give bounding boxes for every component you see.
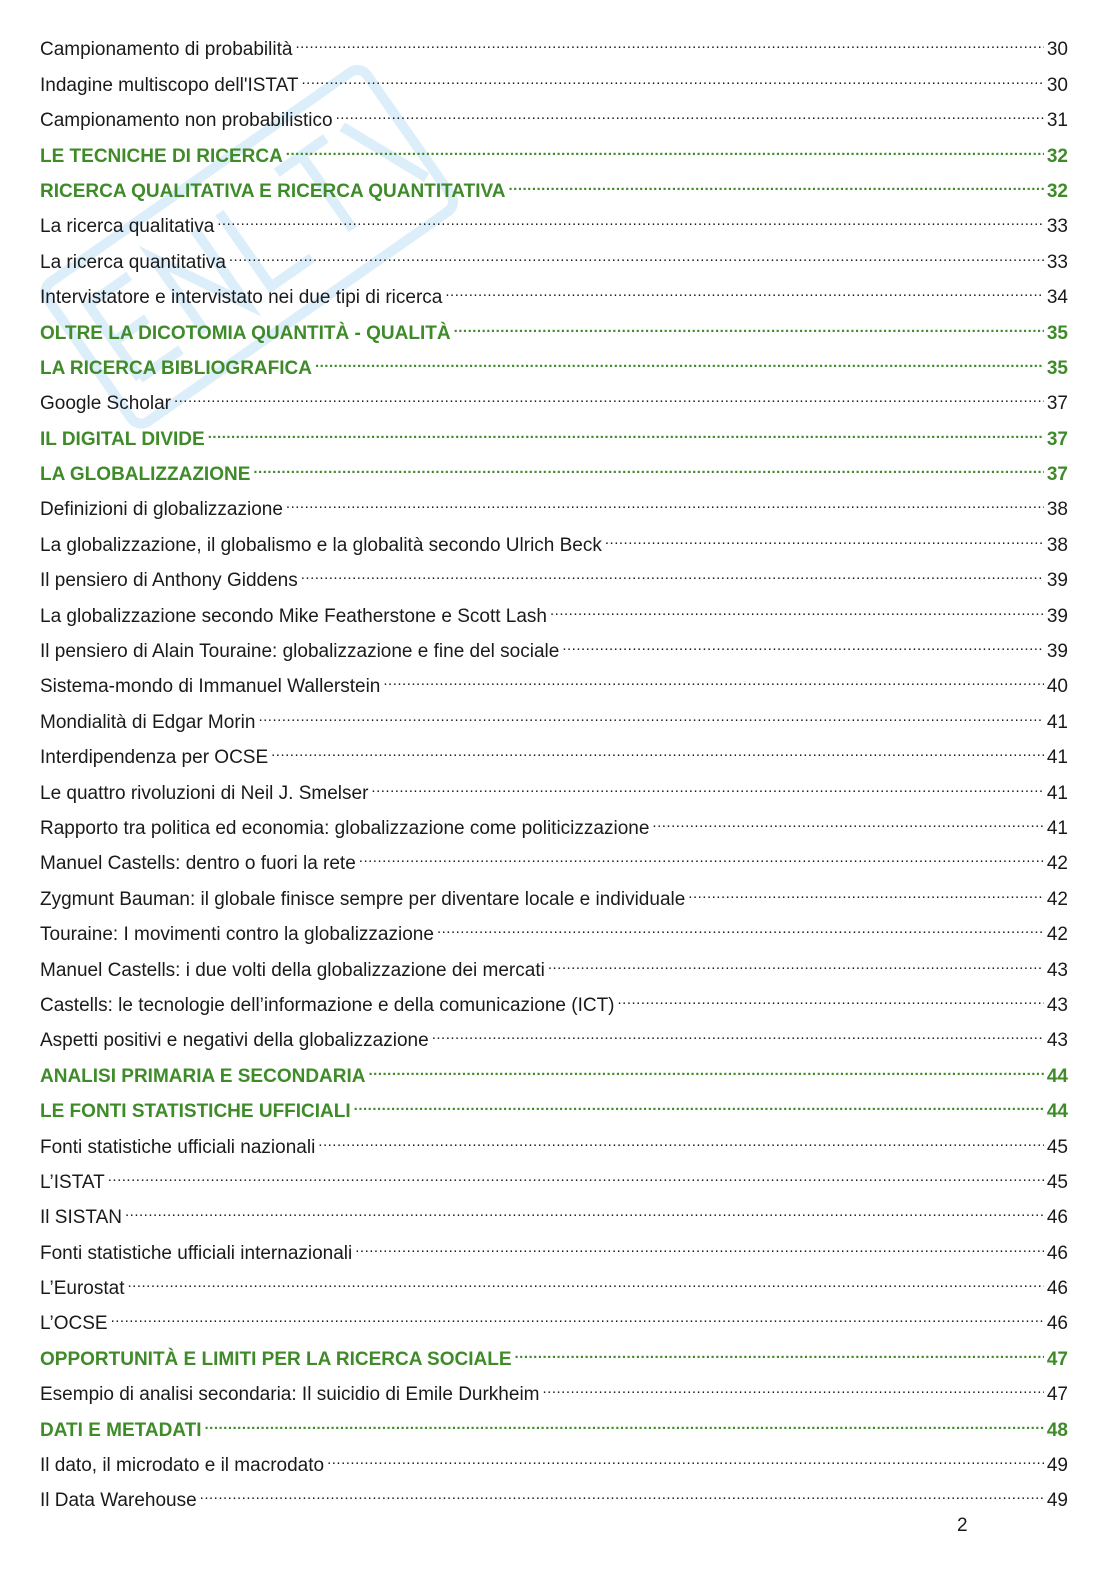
toc-entry-page: 37 [1046,428,1068,450]
toc-entry-page: 41 [1046,782,1068,804]
toc-dot-leader [318,1117,1044,1152]
toc-entry-title: Sistema-mondo di Immanuel Wallerstein [40,676,381,698]
toc-entry-title: DATI E METADATI [40,1419,202,1441]
toc-dot-leader [432,1011,1044,1046]
toc-entry-title: Fonti statistiche ufficiali internazionali [40,1242,353,1264]
toc-dot-leader [295,20,1043,55]
toc-entry-title: Fonti statistiche ufficiali nazionali [40,1136,316,1158]
toc-entry[interactable] [40,1188,1068,1229]
toc-entry-title: LA RICERCA BIBLIOGRAFICA [40,357,312,379]
toc-entry-page: 32 [1046,145,1068,167]
toc-dot-leader [508,162,1043,197]
toc-entry-page: 42 [1046,888,1068,910]
table-of-contents [40,20,1068,1512]
toc-dot-leader [302,55,1044,90]
toc-entry-title: Manuel Castells: dentro o fuori la rete [40,853,356,875]
toc-entry-title: Definizioni di globalizzazione [40,499,283,521]
toc-entry-title: Indagine multiscopo dell'ISTAT [40,74,299,96]
toc-entry-title: Campionamento non probabilistico [40,110,333,132]
toc-entry-title: Esempio di analisi secondaria: Il suicidio di Emile Durkheim [40,1384,540,1406]
toc-entry-title: Le quattro rivoluzioni di Neil J. Smelser [40,782,369,804]
toc-dot-leader [327,1436,1044,1471]
toc-entry-page: 35 [1046,357,1068,379]
toc-entry-page: 30 [1046,39,1068,61]
toc-entry-page: 46 [1046,1313,1068,1335]
toc-dot-leader [315,339,1044,374]
toc-entry-title: Campionamento di probabilità [40,39,293,61]
toc-entry-page: 39 [1046,570,1068,592]
toc-entry-page: 37 [1046,393,1068,415]
toc-dot-leader [437,905,1044,940]
toc-dot-leader [174,374,1044,409]
toc-entry-title: LE FONTI STATISTICHE UFFICIALI [40,1101,351,1123]
toc-entry-title: LA GLOBALIZZAZIONE [40,464,251,486]
toc-entry-page: 46 [1046,1242,1068,1264]
toc-entry-page: 41 [1046,747,1068,769]
toc-entry-title: L’OCSE [40,1313,108,1335]
toc-entry-page: 47 [1046,1384,1068,1406]
toc-entry-title: L’Eurostat [40,1278,125,1300]
toc-entry-page: 39 [1046,605,1068,627]
toc-dot-leader [454,303,1044,338]
toc-entry-page: 35 [1046,322,1068,344]
toc-entry-title: Il Data Warehouse [40,1490,197,1512]
toc-dot-leader [217,197,1044,232]
toc-dot-leader [354,1082,1044,1117]
toc-dot-leader [286,480,1044,515]
toc-dot-leader [229,232,1044,267]
toc-dot-leader [548,940,1044,975]
toc-entry-page: 38 [1046,534,1068,556]
toc-entry-page: 46 [1046,1278,1068,1300]
toc-dot-leader [336,91,1044,126]
toc-entry-page: 49 [1046,1490,1068,1512]
toc-dot-leader [253,445,1043,480]
toc-entry[interactable] [40,1223,1068,1264]
toc-dot-leader [368,1046,1043,1081]
toc-entry-page: 42 [1046,853,1068,875]
toc-entry-page: 31 [1046,110,1068,132]
toc-entry-page: 32 [1046,180,1068,202]
toc-entry-title: LE TECNICHE DI RICERCA [40,145,283,167]
toc-dot-leader [359,834,1044,869]
toc-dot-leader [543,1365,1044,1400]
toc-entry-page: 49 [1046,1455,1068,1477]
toc-entry-title: Manuel Castells: i due volti della globalizzazione dei mercati [40,959,545,981]
toc-entry[interactable] [40,1259,1068,1300]
toc-heading-entry[interactable] [40,409,1068,450]
toc-dot-leader [550,586,1044,621]
toc-entry-title: Aspetti positivi e negativi della globalizzazione [40,1030,429,1052]
toc-dot-leader [355,1223,1044,1258]
toc-entry-title: OPPORTUNITÀ E LIMITI PER LA RICERCA SOCIALE [40,1348,512,1370]
toc-entry-title: Touraine: I movimenti contro la globalizzazione [40,924,434,946]
toc-entry-title: Zygmunt Bauman: il globale finisce sempre per diventare locale e individuale [40,888,686,910]
toc-entry-page: 33 [1046,251,1068,273]
toc-entry-page: 44 [1046,1101,1068,1123]
toc-entry-title: Interdipendenza per OCSE [40,747,269,769]
toc-dot-leader [605,515,1044,550]
toc-entry-title: La ricerca qualitativa [40,216,215,238]
toc-entry-page: 45 [1046,1136,1068,1158]
toc-entry-page: 38 [1046,499,1068,521]
toc-entry-title: Google Scholar [40,393,171,415]
toc-dot-leader [271,728,1044,763]
toc-entry-page: 37 [1046,464,1068,486]
toc-dot-leader [125,1188,1044,1223]
toc-entry-title: Intervistatore e intervistato nei due tipi di ricerca [40,287,443,309]
toc-dot-leader [515,1329,1044,1364]
toc-dot-leader [562,622,1044,657]
toc-entry-page: 48 [1046,1419,1068,1441]
toc-dot-leader [111,1294,1044,1329]
toc-entry-title: Il SISTAN [40,1207,122,1229]
toc-entry-title: La globalizzazione, il globalismo e la globalità secondo Ulrich Beck [40,534,602,556]
toc-dot-leader [286,126,1044,161]
toc-entry-title: Rapporto tra politica ed economia: globalizzazione come politicizzazione [40,817,650,839]
toc-entry-title: IL DIGITAL DIVIDE [40,428,205,450]
toc-entry-title: Il pensiero di Anthony Giddens [40,570,298,592]
toc-dot-leader [688,869,1044,904]
toc-dot-leader [445,268,1044,303]
toc-entry-title: La globalizzazione secondo Mike Featherstone e Scott Lash [40,605,547,627]
toc-entry-title: L’ISTAT [40,1171,105,1193]
toc-dot-leader [618,976,1044,1011]
toc-entry[interactable] [40,374,1068,415]
toc-entry-title: Mondialità di Edgar Morin [40,711,256,733]
toc-entry-page: 33 [1046,216,1068,238]
toc-dot-leader [371,763,1043,798]
toc-dot-leader [652,799,1043,834]
toc-entry-page: 45 [1046,1171,1068,1193]
toc-dot-leader [128,1259,1044,1294]
toc-entry-page: 43 [1046,1030,1068,1052]
toc-entry-title: Il pensiero di Alain Touraine: globalizzazione e fine del sociale [40,641,560,663]
toc-entry-page: 42 [1046,924,1068,946]
toc-entry-page: 34 [1046,287,1068,309]
toc-entry-title: La ricerca quantitativa [40,251,226,273]
toc-dot-leader [208,409,1044,444]
toc-entry-page: 43 [1046,994,1068,1016]
toc-entry-title: Il dato, il microdato e il macrodato [40,1455,325,1477]
toc-entry-page: 30 [1046,74,1068,96]
toc-dot-leader [108,1153,1044,1188]
toc-entry-page: 43 [1046,959,1068,981]
toc-entry-page: 44 [1046,1065,1068,1087]
toc-dot-leader [204,1400,1043,1435]
page-number: 2 [957,1515,968,1536]
toc-heading-entry[interactable] [40,1329,1068,1370]
toc-entry-page: 40 [1046,676,1068,698]
toc-entry-title: Castells: le tecnologie dell’informazione e della comunicazione (ICT) [40,994,615,1016]
toc-entry-page: 47 [1046,1348,1068,1370]
toc-dot-leader [301,551,1044,586]
toc-entry[interactable] [40,20,1068,61]
toc-entry-title: RICERCA QUALITATIVA E RICERCA QUANTITATIVA [40,180,506,202]
toc-entry-title: OLTRE LA DICOTOMIA QUANTITÀ - QUALITÀ [40,322,451,344]
toc-entry-page: 41 [1046,711,1068,733]
toc-entry-page: 39 [1046,641,1068,663]
toc-dot-leader [258,692,1043,727]
toc-dot-leader [383,657,1043,692]
toc-entry-title: ANALISI PRIMARIA E SECONDARIA [40,1065,366,1087]
toc-entry[interactable] [40,1294,1068,1335]
toc-dot-leader [200,1471,1044,1506]
toc-entry[interactable] [40,1153,1068,1193]
toc-entry-page: 46 [1046,1207,1068,1229]
toc-entry-page: 41 [1046,817,1068,839]
